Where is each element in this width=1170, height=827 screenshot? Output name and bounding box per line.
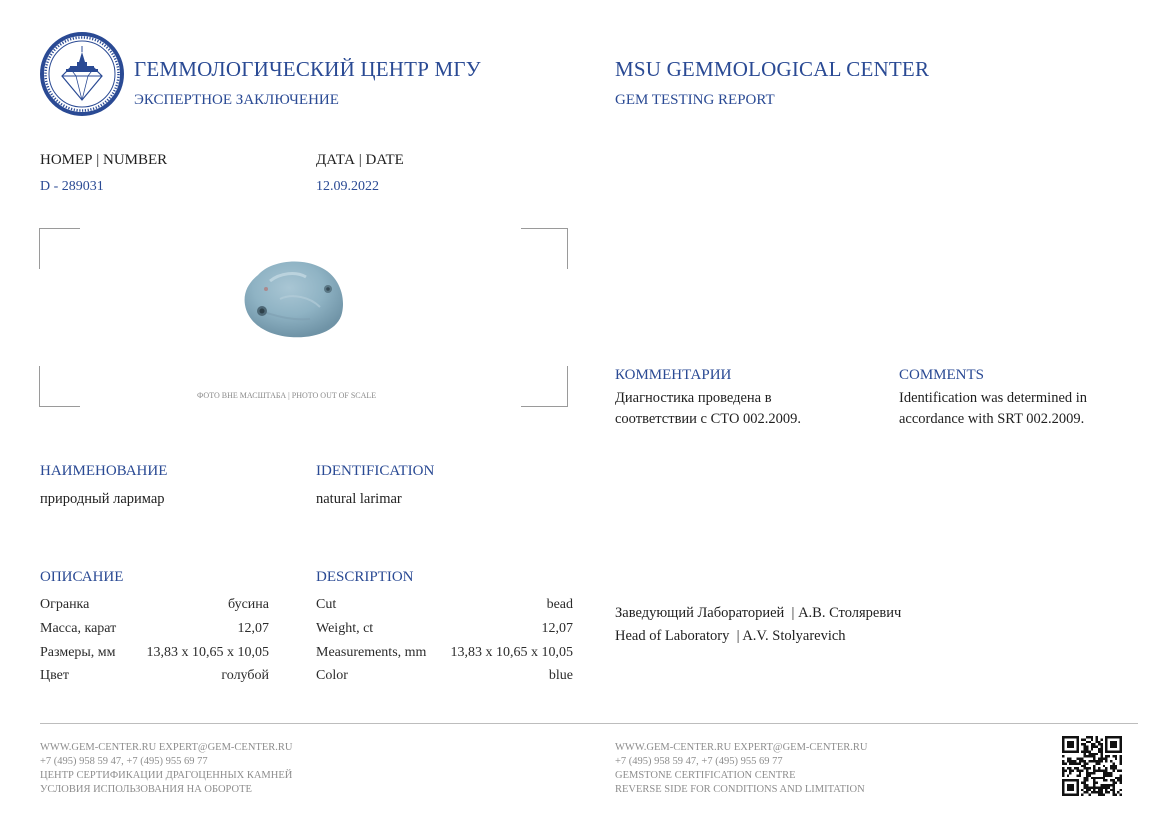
comments-text-ru-line2: соответствии с СТО 002.2009. [615, 411, 802, 427]
description-row-ru [40, 621, 269, 637]
comments-text-ru-line1: Диагностика проведена в [615, 390, 772, 406]
footer-right-contacts: WWW.GEM-CENTER.RU EXPERT@GEM-CENTER.RU [615, 742, 868, 753]
row-value: 13,83 x 10,65 x 10,05 [450, 645, 573, 660]
identification-title-ru: НАИМЕНОВАНИЕ [40, 463, 168, 479]
footer-left-contacts: WWW.GEM-CENTER.RU EXPERT@GEM-CENTER.RU [40, 742, 293, 753]
row-value: blue [548, 668, 573, 683]
comments-title-en: COMMENTS [899, 367, 985, 383]
photo-frame-top-left [39, 228, 80, 269]
qr-code-icon[interactable] [1062, 736, 1122, 796]
row-value: bead [546, 597, 573, 612]
footer-left [40, 741, 292, 797]
header-title-ru: ГЕММОЛОГИЧЕСКИЙ ЦЕНТР МГУ [134, 57, 481, 81]
row-label: Weight, ct [316, 621, 374, 636]
description-row-en [316, 645, 573, 661]
row-label: Цвет [40, 668, 69, 683]
row-value: 13,83 x 10,65 x 10,05 [146, 645, 269, 660]
row-label: Measurements, mm [316, 645, 427, 660]
header-subtitle-ru: ЭКСПЕРТНОЕ ЗАКЛЮЧЕНИЕ [134, 92, 339, 108]
number-value: D - 289031 [40, 179, 104, 194]
footer-right-org: GEMSTONE CERTIFICATION CENTRE [615, 770, 796, 781]
identification-title-en: IDENTIFICATION [316, 463, 435, 479]
description-title-en: DESCRIPTION [316, 569, 414, 585]
row-value: голубой [221, 668, 269, 683]
footer-right-terms: REVERSE SIDE FOR CONDITIONS AND LIMITATION [615, 784, 865, 795]
row-label: Масса, карат [40, 621, 117, 636]
identification-value-en: natural larimar [316, 491, 402, 507]
footer-right-phones: +7 (495) 958 59 47, +7 (495) 955 69 77 [615, 756, 783, 767]
gem-photo [240, 255, 350, 343]
row-value: бусина [227, 597, 269, 612]
description-row-en [316, 621, 573, 637]
description-row-ru [40, 645, 269, 661]
comments-text-en-line1: Identification was determined in [899, 390, 1088, 406]
description-row-ru [40, 668, 269, 684]
description-row-en [316, 668, 573, 684]
row-label: Размеры, мм [40, 645, 116, 660]
signature-en: Head of Laboratory | A.V. Stolyarevich [615, 628, 846, 644]
description-title-ru: ОПИСАНИЕ [40, 569, 124, 585]
comments-title-ru: КОММЕНТАРИИ [615, 367, 732, 383]
footer-left-phones: +7 (495) 958 59 47, +7 (495) 955 69 77 [40, 756, 208, 767]
identification-value-ru: природный ларимар [40, 491, 165, 507]
row-value: 12,07 [541, 621, 573, 636]
footer-divider [40, 723, 1138, 724]
date-label: ДАТА | DATE [316, 152, 404, 168]
footer-right [615, 741, 867, 797]
row-label: Color [316, 668, 348, 683]
footer-left-terms: УСЛОВИЯ ИСПОЛЬЗОВАНИЯ НА ОБОРОТЕ [40, 784, 252, 795]
signature-ru: Заведующий Лабораторией | А.В. Столяревич [615, 605, 902, 621]
header-title-en: MSU GEMMOLOGICAL CENTER [615, 57, 930, 81]
photo-frame-top-right [521, 228, 568, 269]
photo-caption: ФОТО ВНЕ МАСШТАБА | PHOTO OUT OF SCALE [197, 391, 377, 400]
description-row-ru [40, 597, 269, 613]
row-label: Огранка [40, 597, 90, 612]
row-value: 12,07 [237, 621, 269, 636]
row-label: Cut [316, 597, 337, 612]
description-row-en [316, 597, 573, 613]
header-subtitle-en: GEM TESTING REPORT [615, 92, 775, 108]
photo-frame-bottom-left [39, 366, 80, 407]
msu-seal-icon [40, 32, 124, 116]
comments-text-en-line2: accordance with SRT 002.2009. [899, 411, 1085, 427]
footer-left-org: ЦЕНТР СЕРТИФИКАЦИИ ДРАГОЦЕННЫХ КАМНЕЙ [40, 770, 293, 781]
number-label: НОМЕР | NUMBER [40, 152, 168, 168]
date-value: 12.09.2022 [316, 179, 379, 194]
photo-frame-bottom-right [521, 366, 568, 407]
